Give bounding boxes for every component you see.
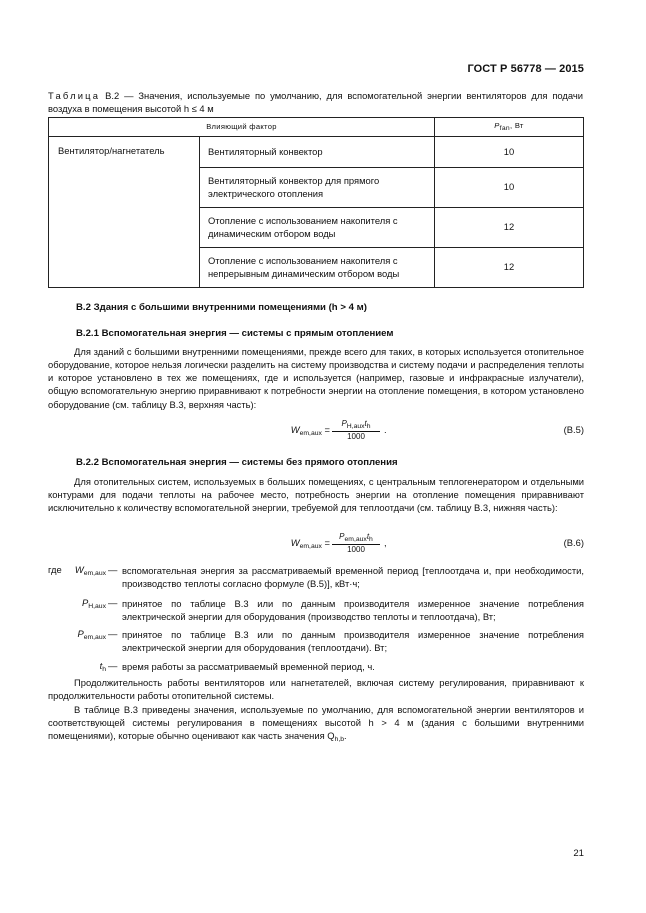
- formula-b6-fraction: [332, 532, 380, 555]
- table-caption-label: Таблица: [48, 90, 101, 101]
- row-type: Вентиляторный конвектор для прямого электрического отопления: [200, 168, 435, 208]
- where-symbol: $W_{em,aux}$: [74, 564, 106, 577]
- power-symbol: P: [494, 121, 500, 130]
- row-type: Отопление с использованием накопителя с динамическим отбором воды: [200, 208, 435, 248]
- formula-b5-number: (В.5): [563, 424, 584, 435]
- row-value: 12: [435, 208, 584, 248]
- where-definition: вспомогательная энергия за рассматриваемый временной период [теплоотдача и, при необходимости, производство теплоты согласно формуле (В.5)], кВт·ч;: [122, 565, 584, 590]
- where-definition: принятое по таблице В.3 или по данным производителя измеренное значение потребления электрической энергии для оборудования (производство теплоты и теплоотдача), Вт;: [122, 598, 584, 623]
- where-dash: —: [108, 628, 118, 639]
- where-definition: принятое по таблице В.3 или по данным производителя измеренное значение потребления электрической энергии для оборудования (теплоотдачи). Вт;: [122, 629, 584, 654]
- section-b21-text: Для зданий с большими внутренними помещениями, прежде всего для таких, в которых используется отопительное оборудование, которое нельзя логически разделить на систему производства и систему подачи и распределения теплоты и которое установлено в тех же помещениях, где и используется (например, газовые и инфракрасные излучатели), общую вспомогательную энергию приравнивают к потребности энергии на отопление помещения, в котором установлено оборудование (см. таблицу В.3, верхняя часть):: [48, 346, 584, 410]
- where-lead: где: [48, 564, 62, 575]
- fraction-denominator: 1000: [347, 545, 365, 555]
- where-dash: —: [108, 597, 118, 608]
- section-b2-title: В.2 Здания с большими внутренними помещениями (h > 4 м): [76, 302, 367, 313]
- default-values-table: [48, 117, 584, 288]
- where-symbol: $P_{em,aux}$: [77, 628, 106, 641]
- section-b22-text: Для отопительных систем, используемых в больших помещениях, с центральным теплогенератором и отдельными контурами для подачи теплоты на рабочее место, потребность энергии на отопление помещения приравнивают исключительно к количеству вспомогательной энергии, требуемой для теплоотдачи (см. таблицу В.3, нижняя часть):: [48, 476, 584, 514]
- formula-b5: [48, 419, 584, 446]
- standard-number: ГОСТ Р 56778 — 2015: [467, 63, 584, 75]
- fraction-denominator: 1000: [347, 432, 365, 442]
- page-number: 21: [573, 848, 584, 859]
- w-symbol: W: [290, 424, 300, 435]
- table-row: [49, 137, 584, 168]
- fraction-numerator: $P_{em,aux}t_h$: [332, 532, 380, 545]
- section-b21-title: В.2.1 Вспомогательная энергия — системы с прямым отоплением: [76, 328, 394, 339]
- table-header-row: [49, 118, 584, 137]
- formula-b6-number: (В.6): [563, 537, 584, 548]
- where-symbol: $P_{H,aux}$: [81, 597, 106, 610]
- w-subscript: em,aux: [299, 430, 322, 437]
- where-definition: время работы за рассматриваемый временной период, ч.: [122, 661, 375, 672]
- paragraph-table-b3: В таблице В.3 приведены значения, используемые по умолчанию, для вспомогательной энергии вентиляторов и соответствующей системы регулирования в помещениях высотой h > 4 м (здания с большими внутренними помещениями), которые обычно оценивают как часть значения $Q_{h,b}$.: [48, 704, 584, 744]
- power-unit: , Вт: [510, 121, 524, 130]
- paragraph-fans: Продолжительность работы вентиляторов или нагнетателей, включая систему регулирования, приравнивают к продолжительности работы отопительной системы.: [48, 677, 584, 702]
- formula-b6: [48, 532, 584, 559]
- power-subscript: fan: [499, 125, 510, 132]
- row-value: 10: [435, 137, 584, 168]
- row-type: Отопление с использованием накопителя с непрерывным динамическим отбором воды: [200, 248, 435, 288]
- where-dash: —: [108, 564, 118, 575]
- fraction-numerator: $P_{H,aux}t_h$: [332, 419, 380, 432]
- row-value: 12: [435, 248, 584, 288]
- column-header-factor: Влияющий фактор: [49, 118, 435, 137]
- formula-b5-lhs: $W_{em,aux}$ =: [290, 424, 330, 437]
- formula-b6-end: ,: [384, 537, 387, 548]
- section-b22-title: В.2.2 Вспомогательная энергия — системы без прямого отопления: [76, 457, 398, 468]
- where-dash: —: [108, 660, 118, 671]
- row-value: 10: [435, 168, 584, 208]
- formula-b5-fraction: [332, 419, 380, 442]
- column-header-power: [435, 118, 584, 137]
- row-type: Вентиляторный конвектор: [200, 137, 435, 168]
- group-label: Вентилятор/нагнетатель: [49, 137, 200, 288]
- table-caption-text: В.2 — Значения, используемые по умолчанию, для вспомогательной энергии вентиляторов для подачи воздуха в помещения высотой h ≤ 4 м: [48, 90, 584, 114]
- table-caption: [48, 90, 583, 116]
- formula-b5-end: .: [384, 424, 387, 435]
- formula-b6-lhs: $W_{em,aux}$ =: [290, 537, 330, 550]
- where-symbol: $t_h$: [99, 660, 106, 673]
